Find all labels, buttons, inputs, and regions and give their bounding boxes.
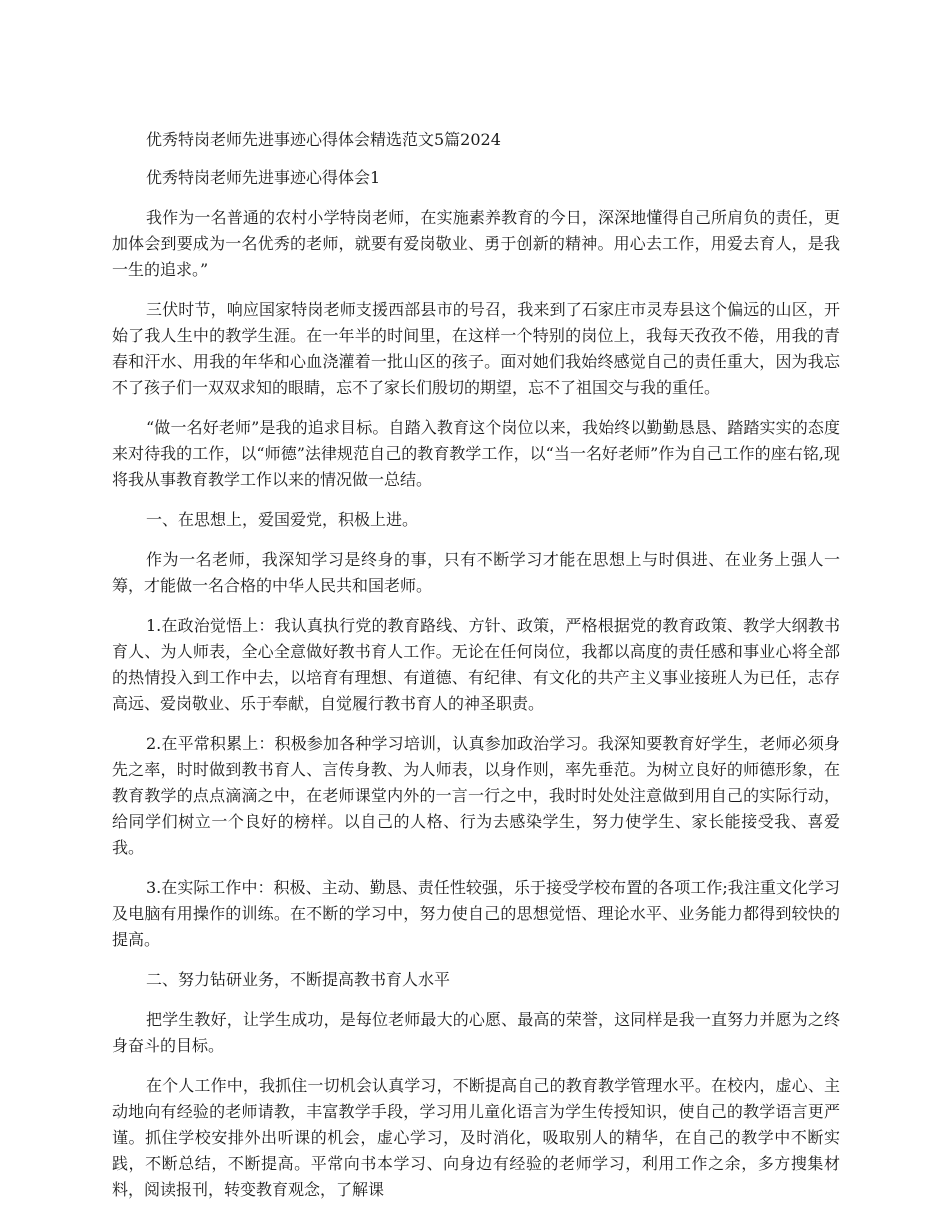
paragraph-8: 把学生教好，让学生成功，是每位老师最大的心愿、最高的荣誉，这同样是我一直努力并愿为之终身奋斗的目标。 (112, 1010, 840, 1055)
section-heading-1: 一、在思想上，爱国爱党，积极上进。 (146, 510, 419, 529)
document-title: 优秀特岗老师先进事迹心得体会精选范文5篇2024 (146, 130, 501, 149)
paragraph-5: 1.在政治觉悟上：我认真执行党的教育路线、方针、政策，严格根据党的教育政策、教学大纲教书育人、为人师表，全心全意做好教书育人工作。无论在任何岗位，我都以高度的责任感和事业心将全部的热情投入到工作中去，以培育有理想、有道德、有纪律、有文化的共产主义事业接班人为已任，志存高远、爱岗敬业、乐于奉献，自觉履行教书育人的神圣职责。 (112, 616, 840, 713)
paragraph-3: “做一名好老师”是我的追求目标。自踏入教育这个岗位以来，我始终以勤勤恳恳、踏踏实实的态度来对待我的工作，以“师德”法律规范自己的教育教学工作，以“当一名好老师”作为自己工作的座右铭,现将我从事教育教学工作以来的情况做一总结。 (112, 418, 840, 489)
paragraph-4: 作为一名老师，我深知学习是终身的事，只有不断学习才能在思想上与时俱进、在业务上强人一筹，才能做一名合格的中华人民共和国老师。 (112, 550, 840, 595)
document-subtitle: 优秀特岗老师先进事迹心得体会1 (146, 168, 381, 187)
paragraph-7: 3.在实际工作中：积极、主动、勤恳、责任性较强，乐于接受学校布置的各项工作;我注重文化学习及电脑有用操作的训练。在不断的学习中，努力使自己的思想觉悟、理论水平、业务能力都得到较快的提高。 (112, 878, 840, 949)
paragraph-1: 我作为一名普通的农村小学特岗老师，在实施素养教育的今日，深深地懂得自己所肩负的责任，更加体会到要成为一名优秀的老师，就要有爱岗敬业、勇于创新的精神。用心去工作，用爱去育人，是我一生的追求。” (112, 208, 840, 279)
section-heading-2: 二、努力钻研业务，不断提高教书育人水平 (146, 970, 451, 989)
paragraph-6: 2.在平常积累上：积极参加各种学习培训，认真参加政治学习。我深知要教育好学生，老师必须身先之率，时时做到教书育人、言传身教、为人师表，以身作则，率先垂范。为树立良好的师德形象，在教育教学的点点滴滴之中，在老师课堂内外的一言一行之中，我时时处处注意做到用自己的实际行动，给同学们树立一个良好的榜样。以自己的人格、行为去感染学生，努力使学生、家长能接受我、喜爱我。 (112, 734, 840, 857)
paragraph-2: 三伏时节，响应国家特岗老师支援西部县市的号召，我来到了石家庄市灵寿县这个偏远的山区，开始了我人生中的教学生涯。在一年半的时间里，在这样一个特别的岗位上，我每天孜孜不倦，用我的青春和汗水、用我的年华和心血浇灌着一批山区的孩子。面对她们我始终感觉自己的责任重大，因为我忘不了孩子们一双双求知的眼睛，忘不了家长们殷切的期望，忘不了祖国交与我的重任。 (112, 300, 840, 397)
paragraph-9: 在个人工作中，我抓住一切机会认真学习，不断提高自己的教育教学管理水平。在校内，虚心、主动地向有经验的老师请教，丰富教学手段，学习用儿童化语言为学生传授知识，使自己的教学语言更严谨。抓住学校安排外出听课的机会，虚心学习，及时消化，吸取别人的精华，在自己的教学中不断实践，不断总结，不断提高。平常向书本学习、向身边有经验的老师学习，利用工作之余，多方搜集材料，阅读报刊，转变教育观念，了解课 (112, 1076, 840, 1199)
